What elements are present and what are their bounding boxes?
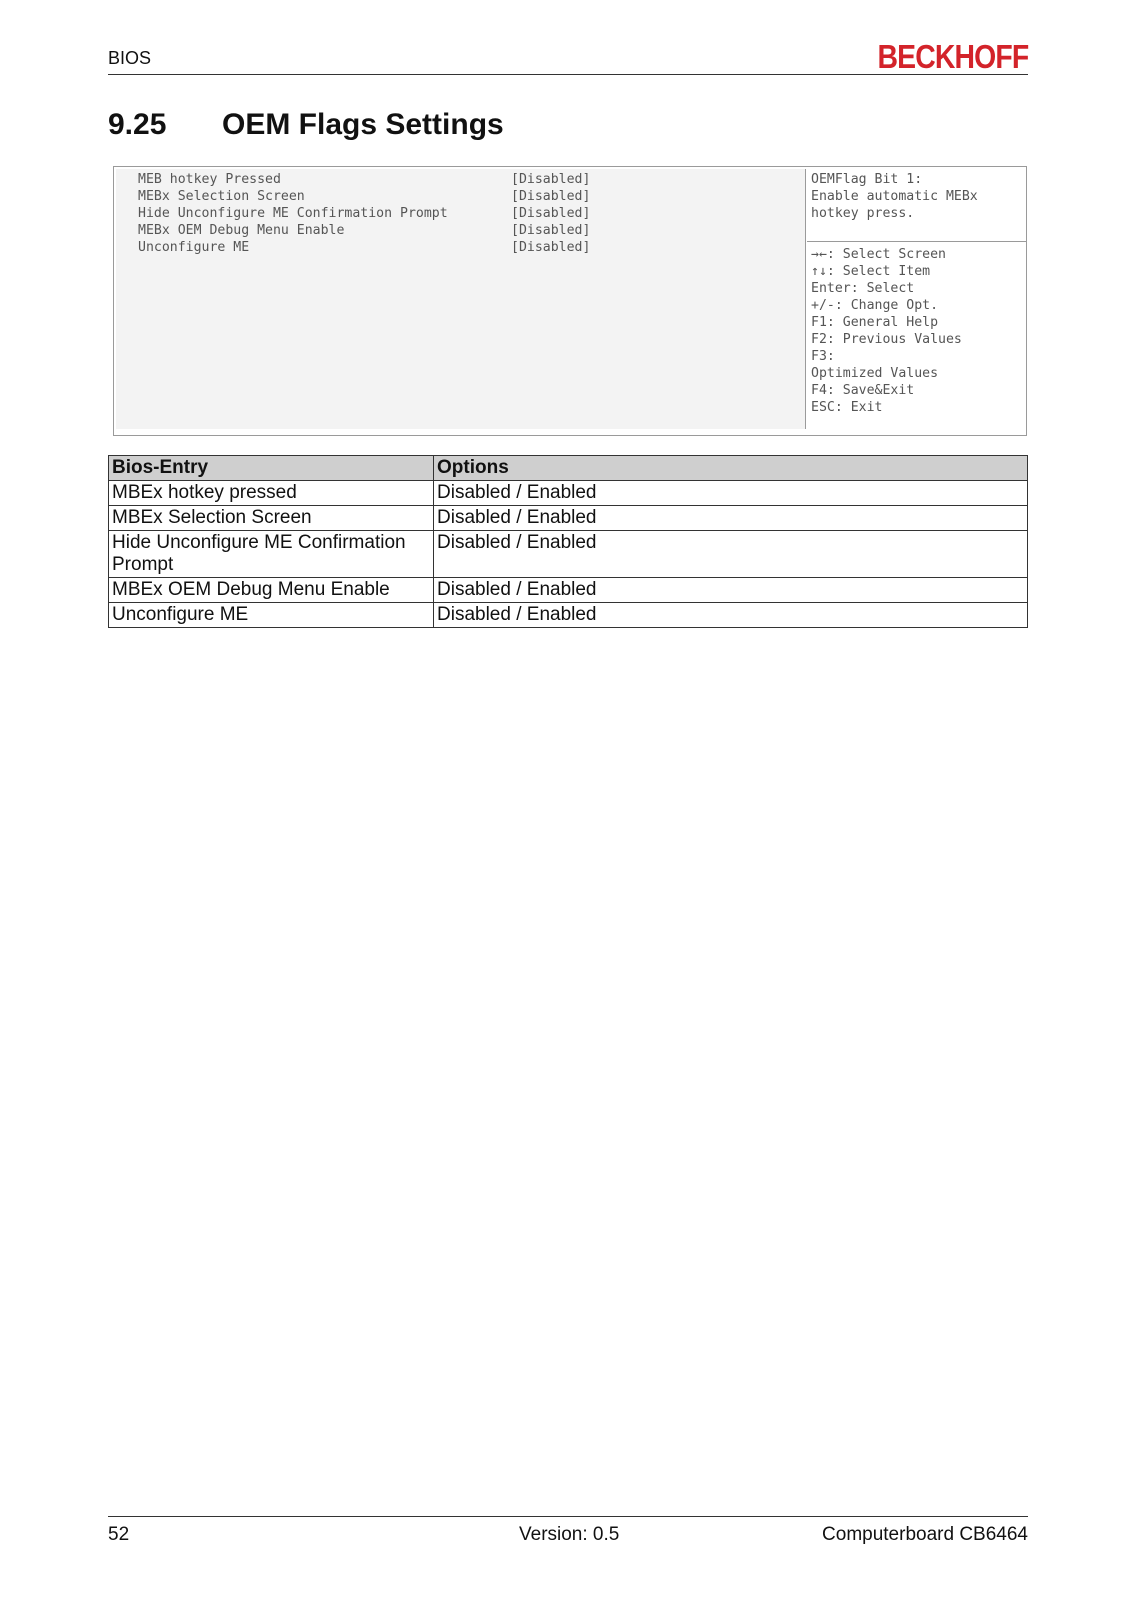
bios-key-item: ESC: Exit bbox=[811, 400, 883, 415]
footer-page-number: 52 bbox=[108, 1524, 130, 1545]
bios-setting-label: Unconfigure ME bbox=[138, 240, 250, 255]
bios-key-item: →←: Select Screen bbox=[811, 247, 946, 262]
table-row bbox=[109, 481, 1028, 506]
column-header-options: Options bbox=[434, 456, 1028, 481]
bios-setting-row bbox=[138, 188, 590, 205]
bios-key-legend bbox=[811, 246, 1023, 416]
bios-key-item: F4: Save&Exit bbox=[811, 383, 915, 398]
bios-setting-value: [Disabled] bbox=[511, 189, 591, 204]
footer-product: Computerboard CB6464 bbox=[822, 1524, 1028, 1545]
bios-settings-panel bbox=[116, 169, 806, 429]
bios-setting-value: [Disabled] bbox=[511, 172, 591, 187]
bios-key-item: ↑↓: Select Item bbox=[811, 264, 931, 279]
bios-side-divider bbox=[807, 241, 1026, 242]
table-row bbox=[109, 531, 1028, 578]
bios-key-item: +/-: Change Opt. bbox=[811, 298, 939, 313]
bios-setting-value: [Disabled] bbox=[511, 240, 591, 255]
page-heading bbox=[108, 108, 504, 142]
bios-key-item: F1: General Help bbox=[811, 315, 939, 330]
options-cell: Disabled / Enabled bbox=[434, 481, 1028, 506]
bios-entry-cell: Hide Unconfigure ME Confirmation Prompt bbox=[109, 531, 434, 578]
table-header-row bbox=[109, 456, 1028, 481]
table-row bbox=[109, 603, 1028, 628]
table-row bbox=[109, 578, 1028, 603]
bios-setting-label: MEBx Selection Screen bbox=[138, 189, 305, 204]
bios-setting-row bbox=[138, 205, 590, 222]
bios-setting-label: MEBx OEM Debug Menu Enable bbox=[138, 223, 345, 238]
table-row bbox=[109, 506, 1028, 531]
bios-entry-cell: MBEx hotkey pressed bbox=[109, 481, 434, 506]
footer-version: Version: 0.5 bbox=[519, 1524, 620, 1545]
bios-key-item: F3: bbox=[811, 349, 835, 364]
bios-setting-row bbox=[138, 239, 590, 256]
bios-setting-row bbox=[138, 171, 590, 188]
bios-setting-row bbox=[138, 222, 590, 239]
bios-entry-cell: Unconfigure ME bbox=[109, 603, 434, 628]
options-table bbox=[108, 455, 1028, 628]
bios-help-panel bbox=[807, 167, 1026, 433]
header-section: BIOS bbox=[108, 48, 152, 68]
bios-help-text: OEMFlag Bit 1: Enable automatic MEBx hotkey press. bbox=[811, 172, 978, 221]
bios-key-item: F2: Previous Values bbox=[811, 332, 962, 347]
heading-title: OEM Flags Settings bbox=[222, 108, 504, 141]
bios-setting-label: MEB hotkey Pressed bbox=[138, 172, 281, 187]
bios-entry-cell: MBEx Selection Screen bbox=[109, 506, 434, 531]
bios-entry-cell: MBEx OEM Debug Menu Enable bbox=[109, 578, 434, 603]
bios-key-item: Optimized Values bbox=[811, 366, 939, 381]
heading-number: 9.25 bbox=[108, 108, 167, 141]
footer-rule bbox=[108, 1516, 1028, 1517]
options-cell: Disabled / Enabled bbox=[434, 578, 1028, 603]
header-rule bbox=[108, 74, 1028, 75]
bios-setting-value: [Disabled] bbox=[511, 206, 591, 221]
brand-logo: BECKHOFF bbox=[877, 38, 1028, 75]
bios-setting-label: Hide Unconfigure ME Confirmation Prompt bbox=[138, 206, 448, 221]
bios-setting-value: [Disabled] bbox=[511, 223, 591, 238]
options-cell: Disabled / Enabled bbox=[434, 506, 1028, 531]
options-cell: Disabled / Enabled bbox=[434, 531, 1028, 578]
bios-key-item: Enter: Select bbox=[811, 281, 915, 296]
column-header-bios-entry: Bios-Entry bbox=[109, 456, 434, 481]
options-cell: Disabled / Enabled bbox=[434, 603, 1028, 628]
bios-screenshot bbox=[113, 166, 1027, 436]
